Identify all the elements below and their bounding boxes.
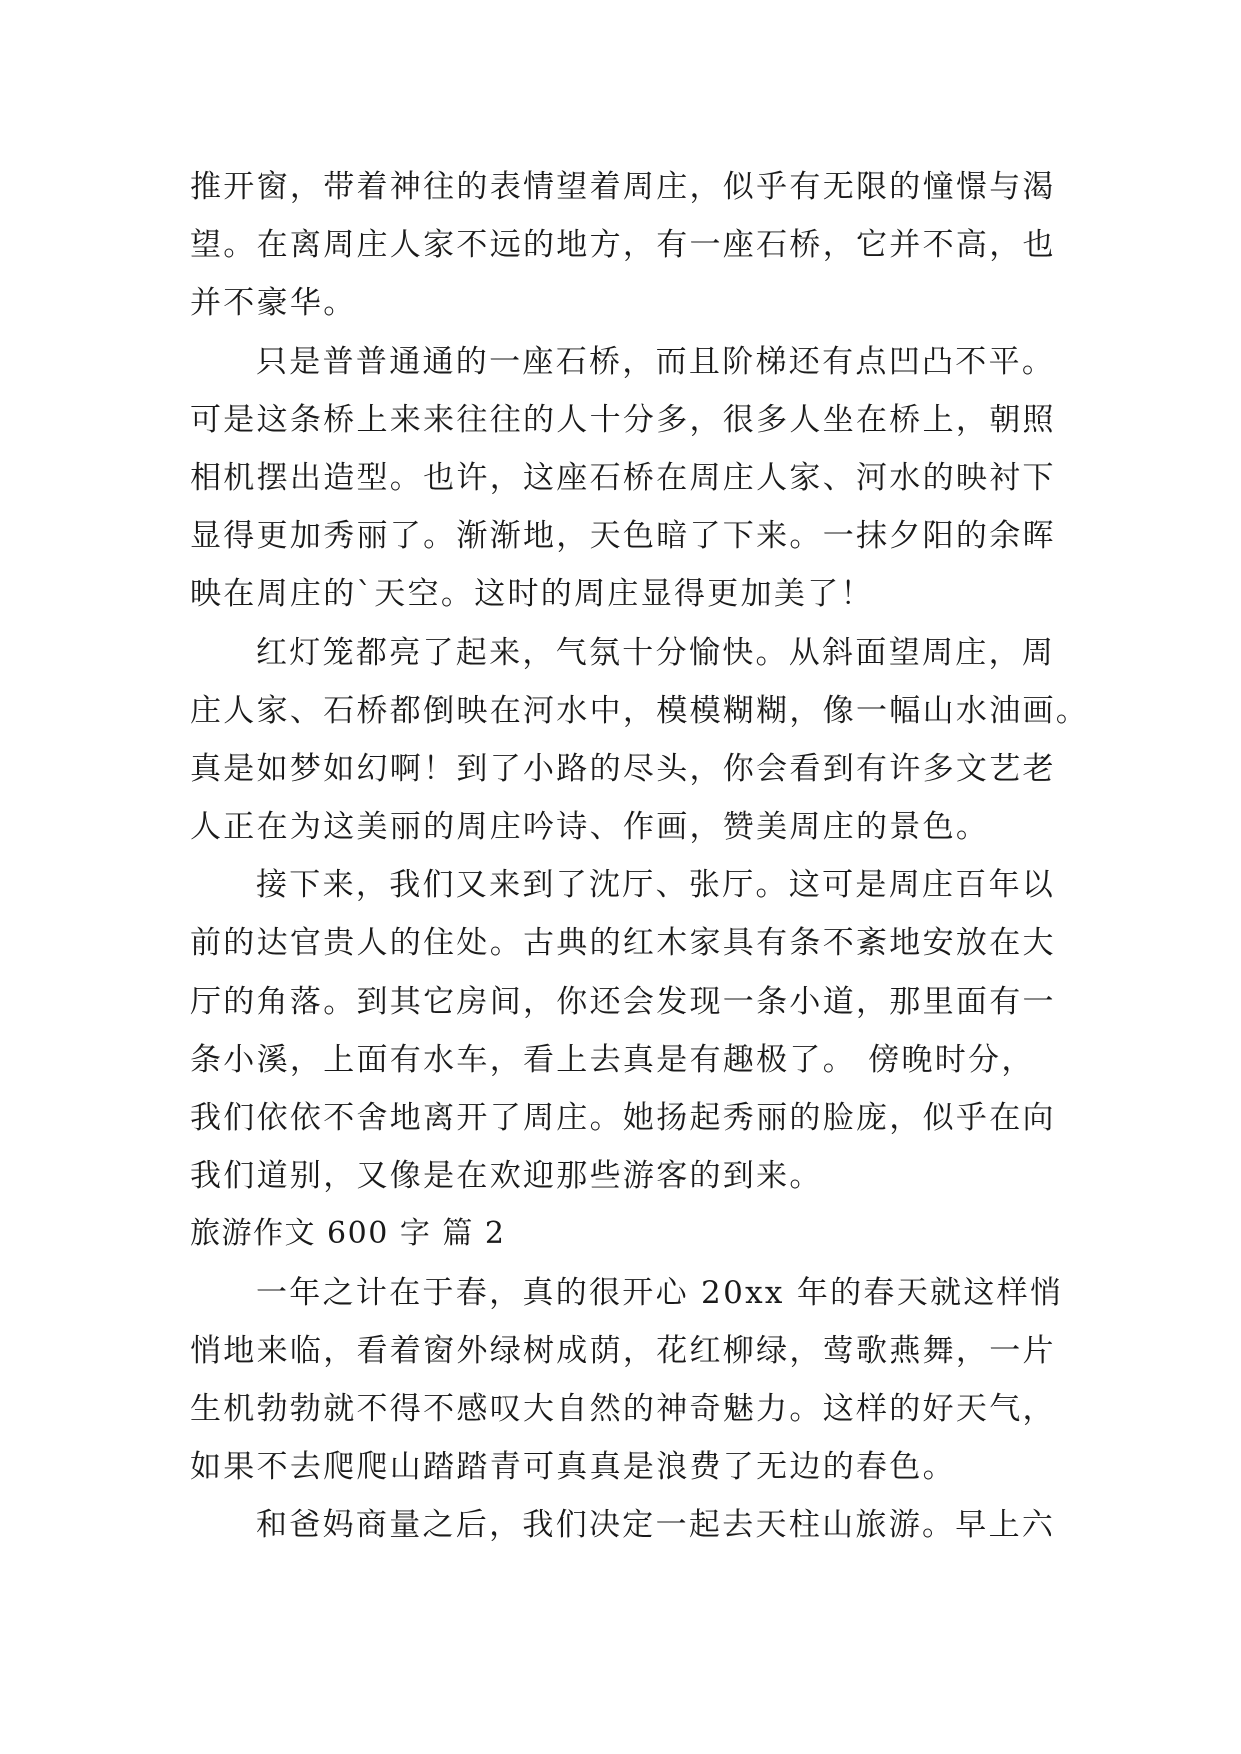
text-line: 红灯笼都亮了起来，气氛十分愉快。从斜面望周庄，周 <box>256 634 1056 671</box>
paragraph <box>190 1496 1070 1554</box>
text-line: 真是如梦如幻啊！到了小路的尽头，你会看到有许多文艺老 <box>190 750 1056 787</box>
text-line: 一年之计在于春，真的很开心 20xx 年的春天就这样悄 <box>256 1274 1064 1311</box>
text-line: 人正在为这美丽的周庄吟诗、作画，赞美周庄的景色。 <box>190 809 990 846</box>
text-line: 推开窗，带着神往的表情望着周庄，似乎有无限的憧憬与渴 <box>190 169 1056 205</box>
text-line: 生机勃勃就不得不感叹大自然的神奇魅力。这样的好天气， <box>190 1390 1056 1427</box>
text-line: 和爸妈商量之后，我们决定一起去天柱山旅游。早上六 <box>256 1507 1056 1544</box>
text-line: 条小溪，上面有水车，看上去真是有趣极了。 傍晚时分， <box>190 1041 1035 1078</box>
paragraph <box>190 158 1070 333</box>
text-line: 显得更加秀丽了。渐渐地，天色暗了下来。一抹夕阳的余晖 <box>190 518 1056 555</box>
paragraph <box>190 1264 1070 1497</box>
document-body <box>190 158 1090 1555</box>
section-heading: 旅游作文 600 字 篇 2 <box>190 1216 506 1252</box>
paragraph <box>190 333 1070 624</box>
text-line: 如果不去爬爬山踏踏青可真真是浪费了无边的春色。 <box>190 1449 956 1486</box>
paragraph <box>190 624 1090 857</box>
paragraph <box>190 856 1070 1205</box>
text-line: 相机摆出造型。也许，这座石桥在周庄人家、河水的映衬下 <box>190 459 1056 496</box>
text-line: 前的达官贵人的住处。古典的红木家具有条不紊地安放在大 <box>190 925 1056 962</box>
text-line: 映在周庄的`天空。这时的周庄显得更加美了！ <box>190 576 874 613</box>
text-line: 并不豪华。 <box>190 285 357 322</box>
text-line: 厅的角落。到其它房间，你还会发现一条小道，那里面有一 <box>190 983 1056 1020</box>
text-line: 我们依依不舍地离开了周庄。她扬起秀丽的脸庞，似乎在向 <box>190 1100 1056 1136</box>
text-line: 庄人家、石桥都倒映在河水中，模模糊糊，像一幅山水油画。 <box>190 692 1090 729</box>
text-line: 悄地来临，看着窗外绿树成荫，花红柳绿，莺歌燕舞，一片 <box>190 1332 1056 1369</box>
text-line: 接下来，我们又来到了沈厅、张厅。这可是周庄百年以 <box>256 867 1056 904</box>
text-line: 我们道别，又像是在欢迎那些游客的到来。 <box>190 1158 823 1195</box>
text-line: 望。在离周庄人家不远的地方，有一座石桥，它并不高，也 <box>190 227 1056 264</box>
text-line: 可是这条桥上来来往往的人十分多，很多人坐在桥上，朝照 <box>190 401 1056 438</box>
text-line: 只是普普通通的一座石桥，而且阶梯还有点凹凸不平。 <box>256 343 1056 380</box>
